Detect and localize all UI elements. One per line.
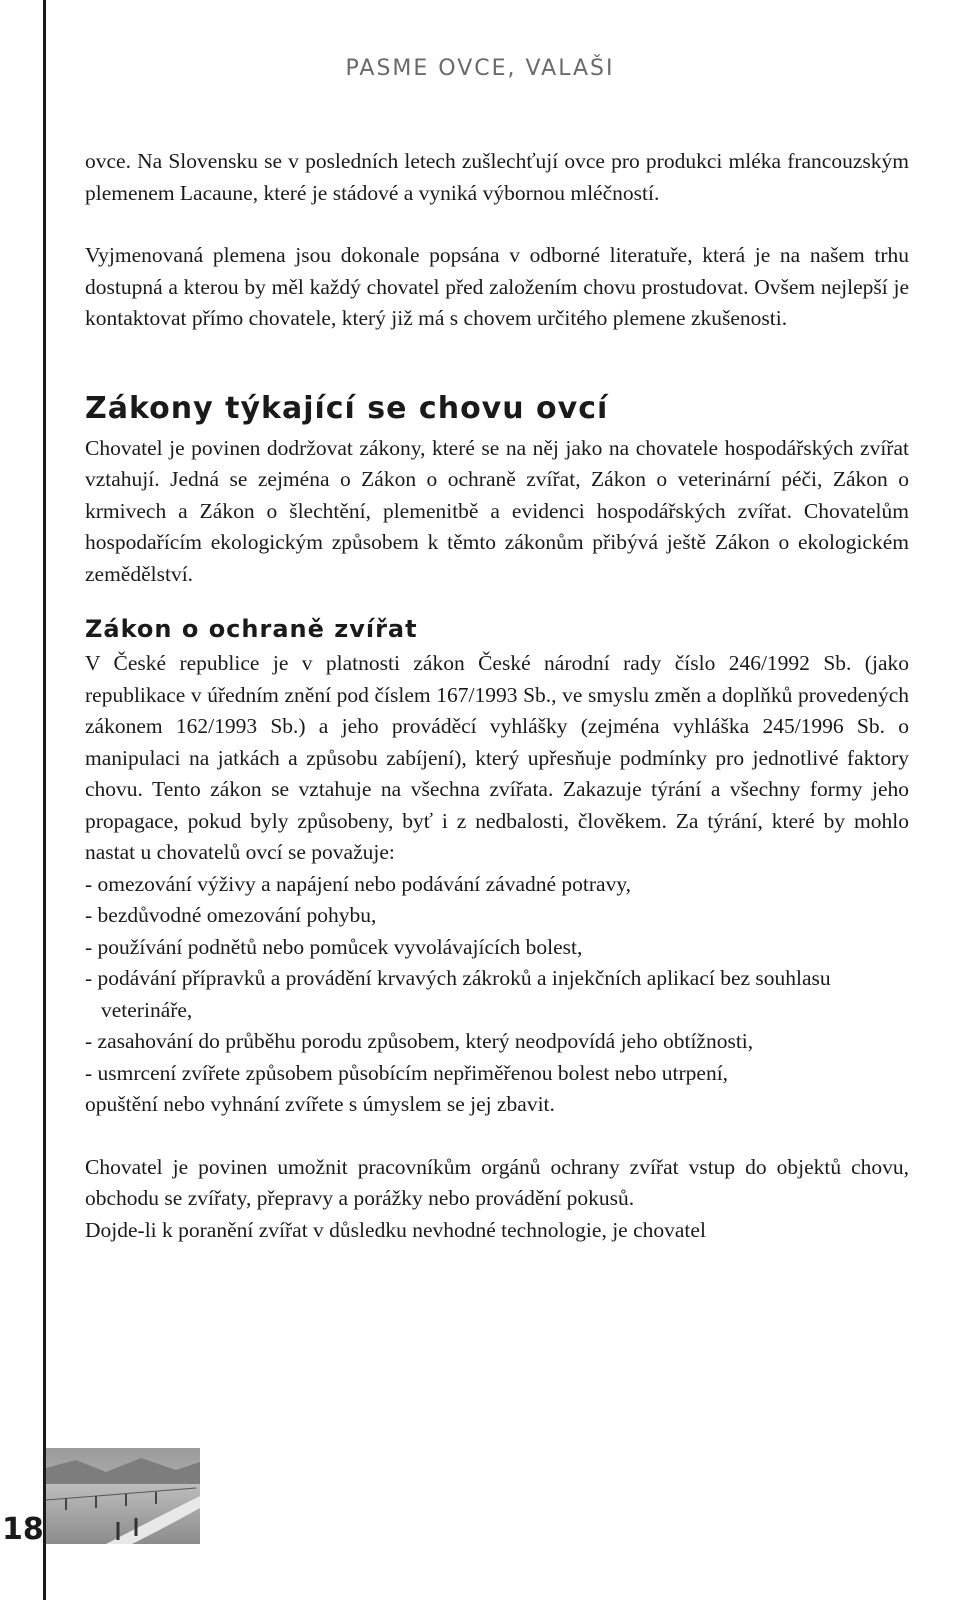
section-heading-laws: Zákony týkající se chovu ovcí [85,390,609,426]
page-body [85,146,909,1246]
cruelty-list [85,869,909,1090]
list-item: - zasahování do průběhu porodu způsobem, který neodpovídá jeho obtížnosti, [85,1026,909,1058]
paragraph-lacaune: ovce. Na Slovensku se v posledních letech zušlechťují ovce pro produkci mléka francouzským plemenem Lacaune, které je stádové a vyniká výbornou mléčností. [85,149,909,205]
paragraph-access: Chovatel je povinen umožnit pracovníkům orgánů ochrany zvířat vstup do objektů chovu, obchodu se zvířaty, přepravy a porážky nebo provádění pokusů. [85,1154,909,1210]
margin-rule [43,0,46,1600]
list-tail: opuštění nebo vyhnání zvířete s úmyslem se jej zbavit. [85,1092,555,1116]
paragraph-laws: Chovatel je povinen dodržovat zákony, které se na něj jako na chovatele hospodářských zvířat vztahují. Jedná se zejména o Zákon o ochraně zvířat, Zákon o veterinární péči, Zákon o krmivech a Zákon o šlechtění, plemenitbě a evidenci hospodářských zvířat. Chovatelům hospodařícím ekologickým způsobem k těmto zákonům přibývá ještě Zákon o ekologickém zemědělství. [85,435,909,586]
page-number: 18 [2,1512,44,1547]
list-item: - omezování výživy a napájení nebo podávání závadné potravy, [85,869,909,901]
list-item: - používání podnětů nebo pomůcek vyvolávajících bolest, [85,932,909,964]
paragraph-injury: Dojde-li k poranění zvířat v důsledku nevhodné technologie, je chovatel [85,1217,706,1242]
paragraph-animal-protection: V České republice je v platnosti zákon České národní rady číslo 246/1992 Sb. (jako republikace v úředním znění pod číslem 167/1993 Sb., ve smyslu změn a doplňků provedených zákonem 162/1993 Sb.) a jeho prováděcí vyhlášky (zejména vyhláška 245/1996 Sb. o manipulaci na jatkách a způsobu zabíjení), který upřesňuje podmínky pro jednotlivé faktory chovu. Tento zákon se vztahuje na všechna zvířata. Zakazuje týrání a všechny formy jeho propagace, pokud byly způsobeny, byť i z nedbalosti, člověkem. Za týrání, které by mohlo nastat u chovatelů ovcí se považuje: [85,651,909,864]
list-item: - usmrcení zvířete způsobem působícím nepřiměřenou bolest nebo utrpení, [85,1058,909,1090]
paragraph-literature: Vyjmenovaná plemena jsou dokonale popsána v odborné literatuře, která je na našem trhu dostupná a kterou by měl každý chovatel před založením chovu prostudovat. Ovšem nejlepší je kontaktovat přímo chovatele, který již má s chovem určitého plemene zkušenosti. [85,243,909,330]
running-title: PASME OVCE, VALAŠI [345,56,615,81]
landscape-photo [46,1448,200,1544]
list-item: - bezdůvodné omezování pohybu, [85,900,909,932]
landscape-photo-graphic [46,1448,200,1544]
section-heading-animal-protection: Zákon o ochraně zvířat [85,615,418,643]
list-item: - podávání přípravků a provádění krvavých zákroků a injekčních aplikací bez souhlasu veterináře, [85,963,909,1026]
